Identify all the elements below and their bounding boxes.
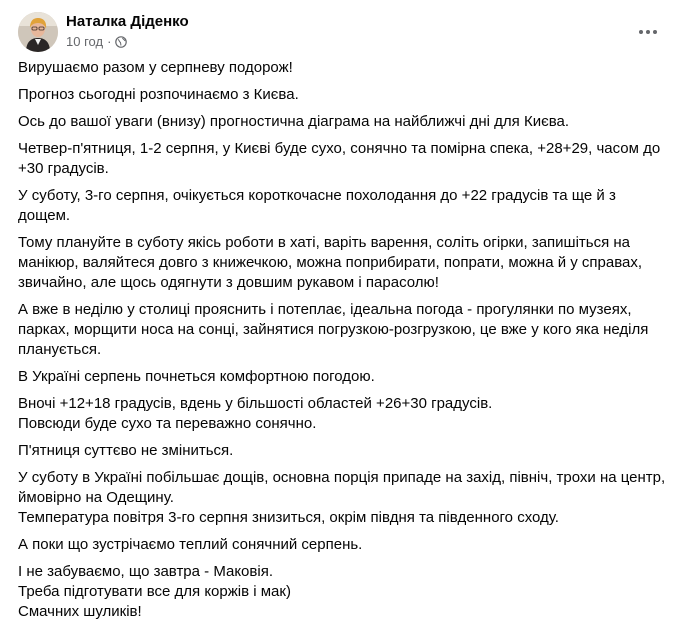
post-paragraph: В Україні серпень почнеться комфортною погодою. (18, 368, 375, 385)
globe-icon[interactable] (115, 36, 127, 48)
post-paragraph: А поки що зустрічаємо теплий сонячний серпень. (18, 536, 363, 553)
post-paragraph: Прогноз сьогодні розпочинаємо з Києва. (18, 86, 299, 103)
post-paragraph: Тому плануйте в суботу якісь роботи в хаті, варіть варення, соліть огірки, запишіться на манікюр, валяйтеся довго з книжечкою, можна поприбирати, попрати, можна й у справах, звичайно, але щось одягнути з довшим рукавом і парасолю! (18, 234, 643, 291)
post-timestamp[interactable]: 10 год (66, 34, 104, 49)
meta-separator: · (107, 34, 112, 49)
post-paragraph: У суботу в Україні побільшає дощів, основна порція припаде на захід, північ, трохи на центр, ймовірно на Одещину. Температура повітря 3-го серпня знизиться, окрім півдня та південного сходу. (18, 469, 666, 526)
more-options-button[interactable] (630, 18, 666, 46)
post-paragraph: У суботу, 3-го серпня, очікується короткочасне похолодання до +22 градусів та ще й з дощем. (18, 187, 616, 224)
post-paragraph: Четвер-п'ятниця, 1-2 серпня, у Києві буде сухо, сонячно та помірна спека, +28+29, часом до +30 градусів. (18, 140, 661, 177)
post-paragraph: Вночі +12+18 градусів, вдень у більшості областей +26+30 градусів. Повсюди буде сухо та переважно сонячно. (18, 395, 493, 432)
post-paragraph: І не забуваємо, що завтра - Маковія. Треба підготувати все для коржів і мак) Смачних шуликів! (18, 563, 291, 620)
post-paragraph: Ось до вашої уваги (внизу) прогностична діаграма на найближчі дні для Києва. (18, 113, 570, 130)
more-options-icon (638, 30, 659, 34)
post-text (18, 58, 670, 629)
post-paragraph: Вирушаємо разом у серпневу подорож! (18, 59, 293, 76)
post-paragraph: А вже в неділю у столиці прояснить і потеплає, ідеальна погода - прогулянки по музеях, парках, морщити носа на сонці, зайнятися погрузкою-розгрузкою, це вже у кого яка неділя планується. (18, 301, 649, 358)
post-paragraph: П'ятниця суттєво не зміниться. (18, 442, 234, 459)
author-avatar[interactable] (18, 12, 58, 52)
post-header (16, 10, 666, 54)
author-name[interactable]: Наталка Діденко (66, 13, 189, 30)
avatar-photo-icon (18, 12, 58, 52)
post-meta (66, 34, 127, 49)
